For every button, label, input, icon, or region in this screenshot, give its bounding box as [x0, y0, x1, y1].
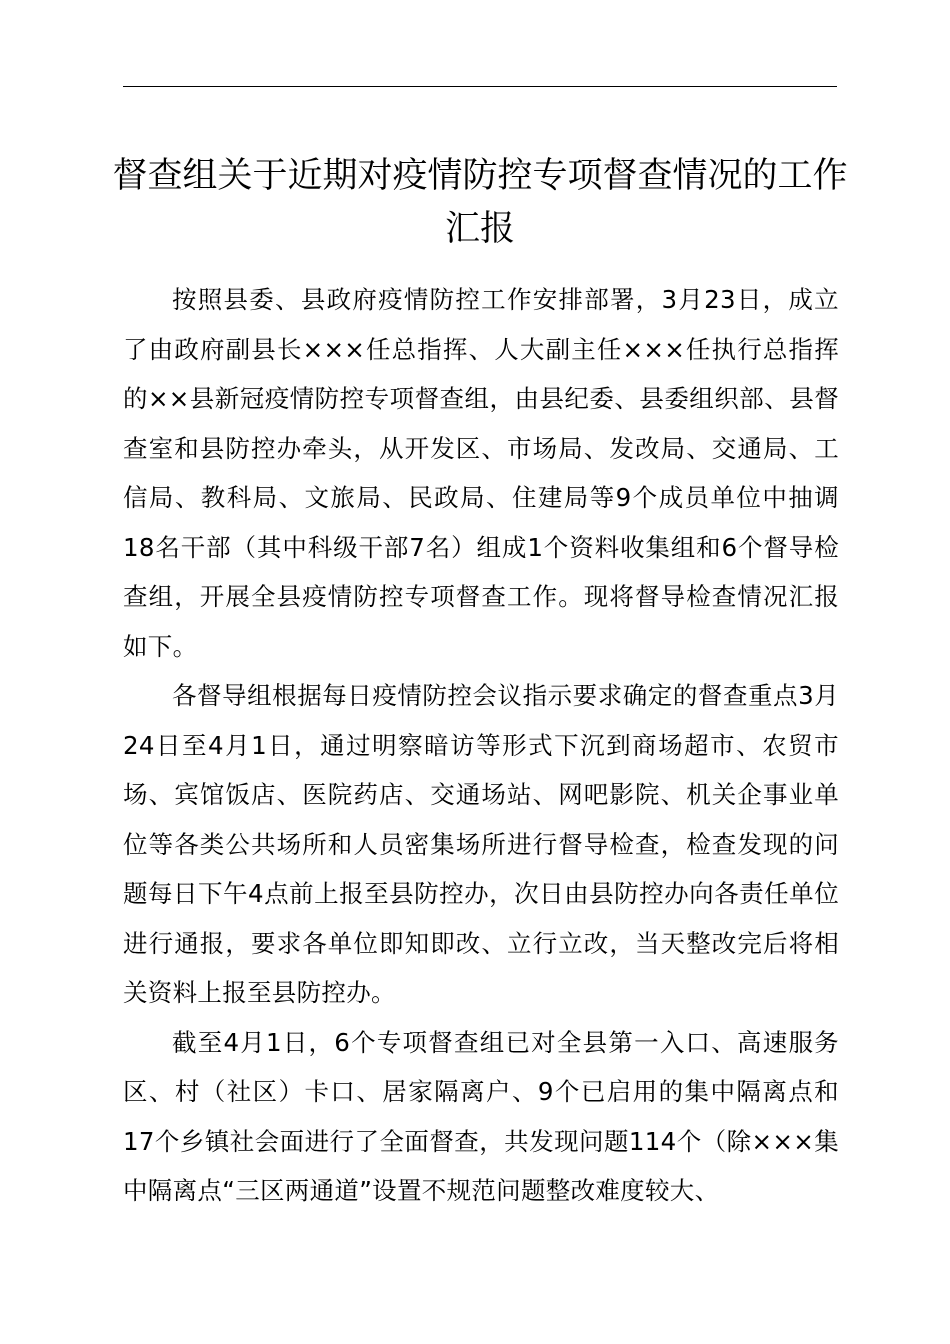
header-rule: [123, 86, 837, 87]
paragraph-1: 按照县委、县政府疫情防控工作安排部署，3月23日，成立了由政府副县长×××任总指挥、人大副主任×××任执行总指挥的××县新冠疫情防控专项督查组，由县纪委、县委组织部、县督查室和县防控办牵头，从开发区、市场局、发改局、交通局、工信局、教科局、文旅局、民政局、住建局等9个成员单位中抽调18名干部（其中科级干部7名）组成1个资料收集组和6个督导检查组，开展全县疫情防控专项督查工作。现将督导检查情况汇报如下。: [123, 285, 839, 661]
paragraph-2: 各督导组根据每日疫情防控会议指示要求确定的督查重点3月24日至4月1日，通过明察暗访等形式下沉到商场超市、农贸市场、宾馆饭店、医院药店、交通场站、网吧影院、机关企事业单位等各类公共场所和人员密集场所进行督导检查，检查发现的问题每日下午4点前上报至县防控办，次日由县防控办向各责任单位进行通报，要求各单位即知即改、立行立改，当天整改完后将相关资料上报至县防控办。: [123, 681, 839, 1007]
document-title: 督查组关于近期对疫情防控专项督查情况的工作汇报: [112, 156, 848, 249]
paragraph-3: 截至4月1日，6个专项督查组已对全县第一入口、高速服务区、村（社区）卡口、居家隔离户、9个已启用的集中隔离点和17个乡镇社会面进行了全面督查，共发现问题114个（除×××集中隔离点“三区两通道”设置不规范问题整改难度较大、: [123, 1027, 839, 1205]
document-body: [123, 275, 839, 1216]
